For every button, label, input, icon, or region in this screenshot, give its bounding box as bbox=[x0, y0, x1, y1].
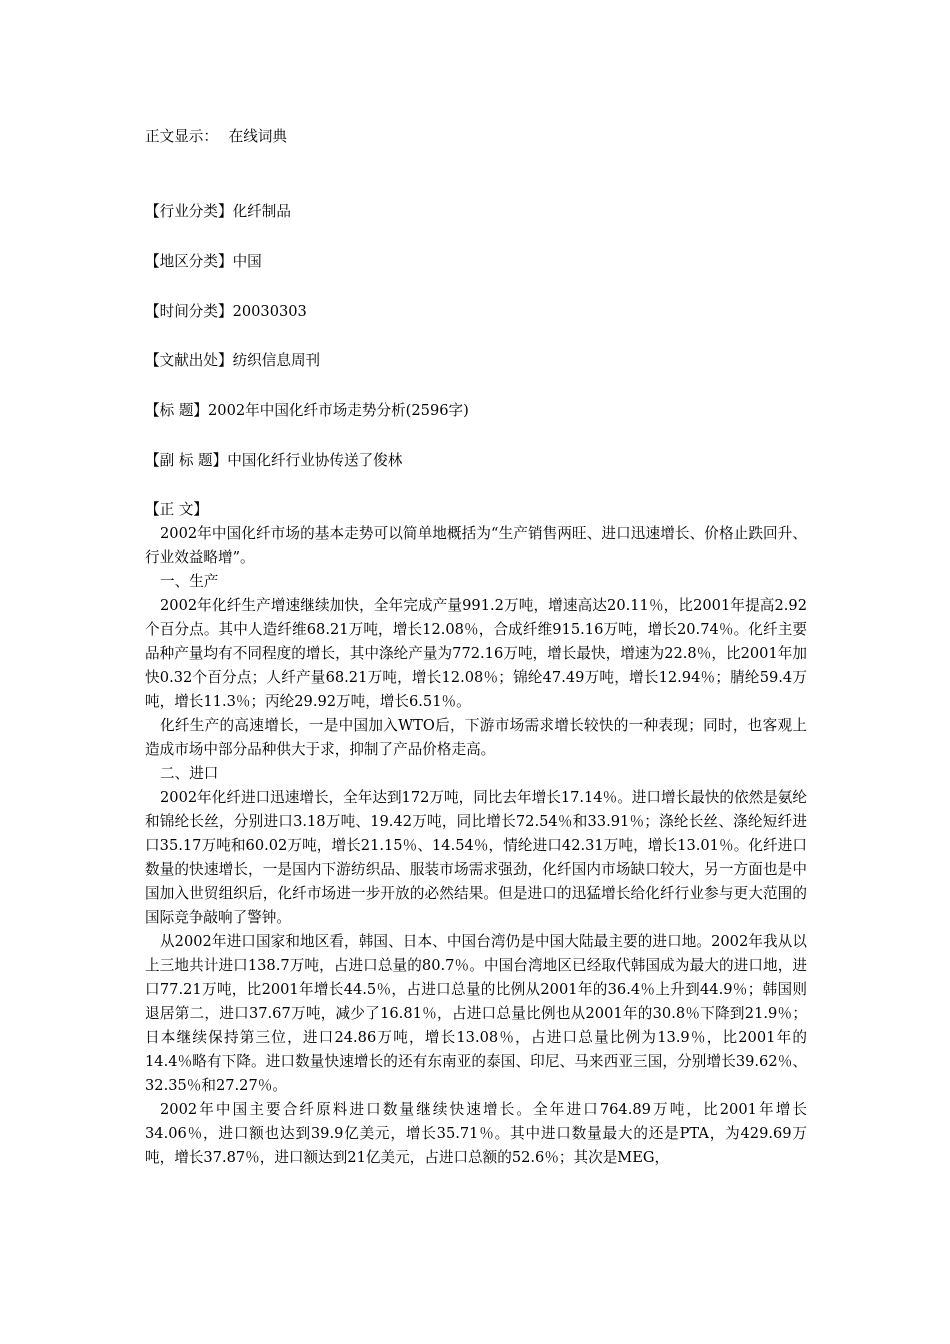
meta-title: 【标 题】2002年中国化纤市场走势分析(2596字) bbox=[145, 402, 469, 419]
meta-subtitle: 【副 标 题】中国化纤行业协传送了俊林 bbox=[145, 452, 403, 469]
header-label: 正文显示： bbox=[145, 128, 218, 145]
import-paragraph-2: 从2002年进口国家和地区看，韩国、日本、中国台湾仍是中国大陆最主要的进口地。2002年我从以上三地共计进口138.7万吨，占进口总量的80.7％。中国台湾地区已经取代韩国成为最大的进口地，进口77.21万吨，比2001年增长44.5％，占进口总量的比例从2001年的36.4％上升到44.9％；韩国则退居第二，进口37.67万吨，减少了16.81％，占进口总量比例也从2001年的30.8％下降到21.9％；日本继续保持第三位，进口24.86万吨，增长13.08％，占进口总量比例为13.9％，比2001年的14.4％略有下降。进口数量快速增长的还有东南亚的泰国、印尼、马来西亚三国，分别增长39.62％、32.35％和27.27％。 bbox=[145, 933, 807, 1094]
meta-source: 【文献出处】纺织信息周刊 bbox=[145, 352, 321, 369]
section-heading-import: 二、进口 bbox=[160, 765, 219, 782]
import-paragraph-1: 2002年化纤进口迅速增长，全年达到172万吨，同比去年增长17.14％。进口增长最快的依然是氨纶和锦纶长丝，分别进口3.18万吨、19.42万吨，同比增长72.54％和33.91％；涤纶长丝、涤纶短纤进口35.17万吨和60.02万吨，增长21.15％、14.54％，情纶进口42.31万吨，增长13.01％。化纤进口数量的快速增长，一是国内下游纺织品、服装市场需求强劲，化纤国内市场缺口较大，另一方面也是中国加入世贸组织后，化纤市场进一步开放的必然结果。但是进口的迅猛增长给化纤行业参与更大范围的国际竞争敲响了警钟。 bbox=[145, 789, 807, 926]
meta-region: 【地区分类】中国 bbox=[145, 253, 262, 270]
header-line bbox=[145, 125, 287, 149]
meta-industry: 【行业分类】化纤制品 bbox=[145, 203, 291, 220]
intro-paragraph: 2002年中国化纤市场的基本走势可以简单地概括为“生产销售两旺、进口迅速增长、价格止跌回升、行业效益略增”。 bbox=[145, 525, 807, 566]
production-paragraph-1: 2002年化纤生产增速继续加快，全年完成产量991.2万吨，增速高达20.11％，比2001年提高2.92个百分点。其中人造纤维68.21万吨，增长12.08％，合成纤维915.16万吨，增长20.74％。化纤主要品种产量均有不同程度的增长，其中涤纶产量为772.16万吨，增长最快，增速为22.8％，比2001年加快0.32个百分点；人纤产量68.21万吨，增长12.08％；锦纶47.49万吨，增长12.94％；腈纶59.4万吨，增长11.3％；丙纶29.92万吨，增长6.51％。 bbox=[145, 597, 807, 710]
meta-body-label: 【正 文】 bbox=[145, 501, 209, 518]
meta-time: 【时间分类】20030303 bbox=[145, 303, 307, 320]
import-paragraph-3: 2002年中国主要合纤原料进口数量继续快速增长。全年进口764.89万吨，比2001年增长34.06％，进口额也达到39.9亿美元，增长35.71％。其中进口数量最大的还是PTA，为429.69万吨，增长37.87％，进口额达到21亿美元，占进口总额的52.6％；其次是MEG， bbox=[145, 1101, 807, 1166]
online-dictionary-link[interactable]: 在线词典 bbox=[228, 128, 288, 145]
section-heading-production: 一、生产 bbox=[160, 573, 219, 590]
article-body bbox=[145, 522, 807, 1170]
production-paragraph-2: 化纤生产的高速增长，一是中国加入WTO后，下游市场需求增长较快的一种表现；同时，也客观上造成市场中部分品种供大于求，抑制了产品价格走高。 bbox=[145, 717, 807, 758]
